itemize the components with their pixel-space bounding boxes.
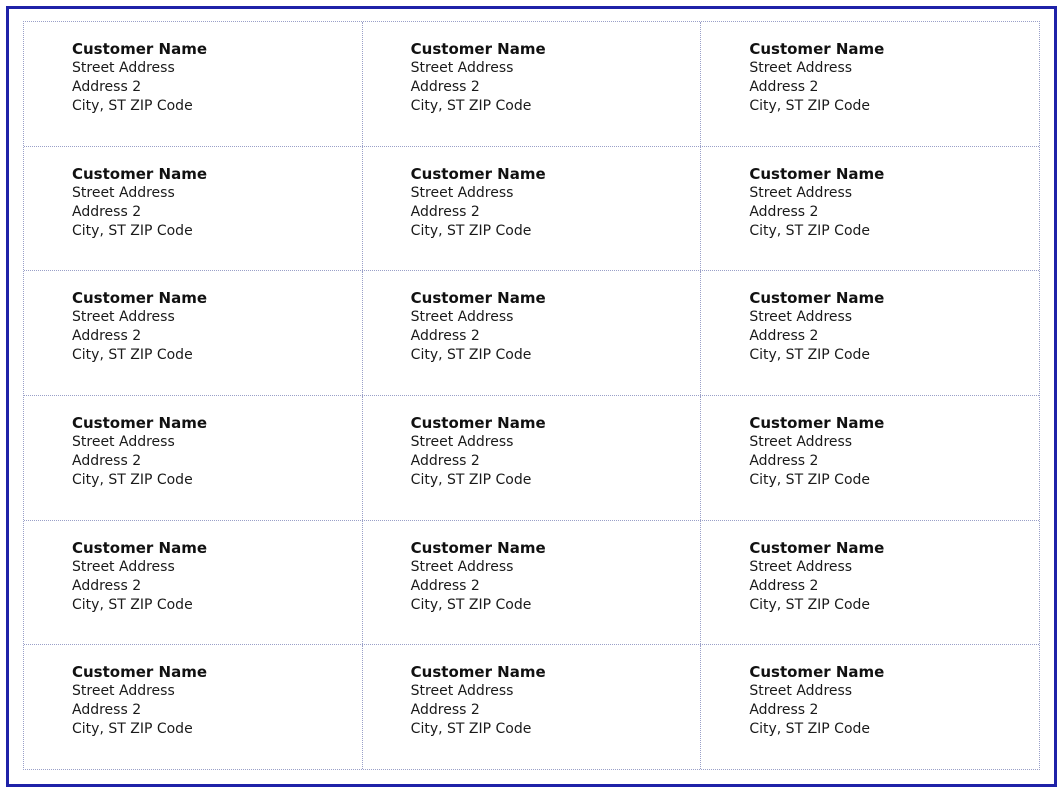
street-address: Street Address xyxy=(410,184,514,201)
customer-name: Customer Name xyxy=(410,164,546,183)
address-2: Address 2 xyxy=(72,203,142,220)
label-row xyxy=(24,271,1039,396)
label-cell[interactable] xyxy=(363,147,702,271)
city-state-zip: City, ST ZIP Code xyxy=(72,98,193,114)
street-address: Street Address xyxy=(72,184,175,201)
address-2: Address 2 xyxy=(72,453,142,470)
label-row xyxy=(24,521,1039,646)
customer-name: Customer Name xyxy=(749,663,885,682)
address-2: Address 2 xyxy=(72,577,142,594)
label-row xyxy=(24,22,1039,147)
label-row xyxy=(24,147,1039,272)
city-state-zip: City, ST ZIP Code xyxy=(749,347,871,364)
street-address: Street Address xyxy=(410,60,514,76)
customer-name: Customer Name xyxy=(72,538,207,557)
street-address: Street Address xyxy=(410,434,514,451)
address-2: Address 2 xyxy=(749,203,819,220)
address-2: Address 2 xyxy=(749,453,819,470)
address-2: Address 2 xyxy=(410,79,480,95)
city-state-zip: City, ST ZIP Code xyxy=(749,472,871,489)
customer-name: Customer Name xyxy=(749,289,885,308)
street-address: Street Address xyxy=(72,434,175,451)
city-state-zip: City, ST ZIP Code xyxy=(72,472,193,489)
label-cell[interactable] xyxy=(701,521,1039,645)
address-2: Address 2 xyxy=(72,79,142,95)
city-state-zip: City, ST ZIP Code xyxy=(749,222,871,239)
address-2: Address 2 xyxy=(410,203,480,220)
street-address: Street Address xyxy=(749,558,853,575)
customer-name: Customer Name xyxy=(72,289,207,308)
city-state-zip: City, ST ZIP Code xyxy=(72,596,193,613)
customer-name: Customer Name xyxy=(410,538,546,557)
customer-name: Customer Name xyxy=(410,414,546,433)
street-address: Street Address xyxy=(749,184,853,201)
city-state-zip: City, ST ZIP Code xyxy=(410,222,532,239)
label-cell[interactable] xyxy=(24,396,363,520)
label-cell[interactable] xyxy=(363,22,702,146)
customer-name: Customer Name xyxy=(72,164,207,183)
street-address: Street Address xyxy=(410,309,514,326)
label-cell[interactable] xyxy=(24,521,363,645)
street-address: Street Address xyxy=(72,309,175,326)
label-cell[interactable] xyxy=(363,645,702,769)
label-sheet xyxy=(23,21,1040,770)
label-cell[interactable] xyxy=(363,271,702,395)
customer-name: Customer Name xyxy=(749,414,885,433)
city-state-zip: City, ST ZIP Code xyxy=(72,721,193,738)
label-cell[interactable] xyxy=(701,271,1039,395)
city-state-zip: City, ST ZIP Code xyxy=(410,98,532,114)
street-address: Street Address xyxy=(72,60,175,76)
label-cell[interactable] xyxy=(701,22,1039,146)
city-state-zip: City, ST ZIP Code xyxy=(749,596,871,613)
city-state-zip: City, ST ZIP Code xyxy=(410,596,532,613)
address-2: Address 2 xyxy=(410,328,480,345)
label-row xyxy=(24,645,1039,769)
label-cell[interactable] xyxy=(24,645,363,769)
address-2: Address 2 xyxy=(72,702,142,719)
customer-name: Customer Name xyxy=(749,164,885,183)
address-2: Address 2 xyxy=(410,577,480,594)
label-cell[interactable] xyxy=(363,396,702,520)
customer-name: Customer Name xyxy=(410,40,546,58)
customer-name: Customer Name xyxy=(410,289,546,308)
street-address: Street Address xyxy=(749,683,853,700)
city-state-zip: City, ST ZIP Code xyxy=(410,347,532,364)
street-address: Street Address xyxy=(749,60,853,76)
street-address: Street Address xyxy=(72,683,175,700)
customer-name: Customer Name xyxy=(410,663,546,682)
address-2: Address 2 xyxy=(749,702,819,719)
city-state-zip: City, ST ZIP Code xyxy=(410,472,532,489)
street-address: Street Address xyxy=(749,434,853,451)
street-address: Street Address xyxy=(410,558,514,575)
customer-name: Customer Name xyxy=(749,538,885,557)
customer-name: Customer Name xyxy=(72,40,207,58)
customer-name: Customer Name xyxy=(72,663,207,682)
city-state-zip: City, ST ZIP Code xyxy=(72,347,193,364)
label-cell[interactable] xyxy=(363,521,702,645)
address-2: Address 2 xyxy=(410,702,480,719)
city-state-zip: City, ST ZIP Code xyxy=(749,98,871,114)
customer-name: Customer Name xyxy=(72,414,207,433)
street-address: Street Address xyxy=(749,309,853,326)
label-cell[interactable] xyxy=(24,22,363,146)
document-border xyxy=(6,6,1057,787)
label-cell[interactable] xyxy=(701,147,1039,271)
address-2: Address 2 xyxy=(72,328,142,345)
street-address: Street Address xyxy=(410,683,514,700)
street-address: Street Address xyxy=(72,558,175,575)
label-cell[interactable] xyxy=(24,147,363,271)
city-state-zip: City, ST ZIP Code xyxy=(410,721,532,738)
label-cell[interactable] xyxy=(701,396,1039,520)
label-cell[interactable] xyxy=(701,645,1039,769)
city-state-zip: City, ST ZIP Code xyxy=(749,721,871,738)
address-2: Address 2 xyxy=(410,453,480,470)
city-state-zip: City, ST ZIP Code xyxy=(72,222,193,239)
label-row xyxy=(24,396,1039,521)
customer-name: Customer Name xyxy=(749,40,885,58)
address-2: Address 2 xyxy=(749,79,819,95)
label-cell[interactable] xyxy=(24,271,363,395)
address-2: Address 2 xyxy=(749,328,819,345)
address-2: Address 2 xyxy=(749,577,819,594)
